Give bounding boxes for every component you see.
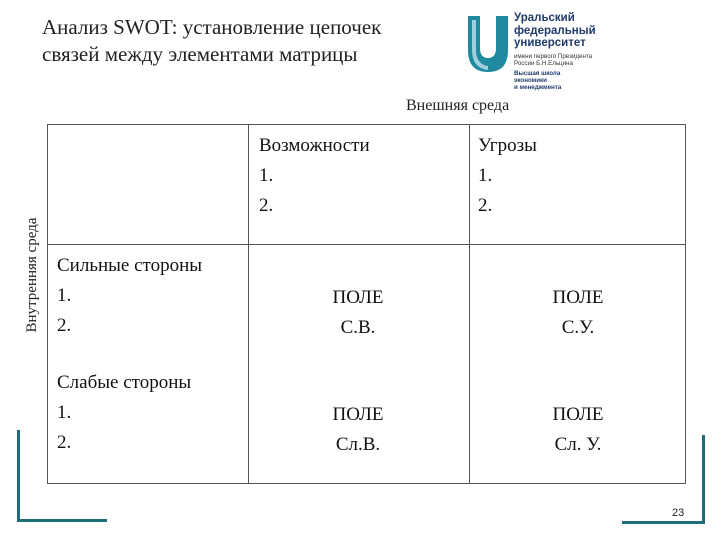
matrix-divider-v1	[248, 125, 249, 483]
field-slv	[308, 400, 408, 460]
field-slu-line1: ПОЛЕ	[552, 404, 604, 425]
urfu-logo-icon	[466, 14, 510, 76]
decor-bracket-right-bottom	[622, 521, 705, 524]
logo-name-line2: федеральный	[514, 24, 596, 37]
opportunities-item-1: 1.	[259, 165, 274, 186]
logo-name-line3: университет	[514, 37, 586, 49]
field-slu	[528, 400, 628, 460]
weaknesses-cell	[57, 368, 191, 458]
opportunities-title: Возможности	[259, 135, 370, 156]
threats-cell	[478, 131, 537, 221]
threats-title: Угрозы	[478, 135, 537, 156]
decor-bracket-right	[702, 435, 705, 524]
strengths-cell	[57, 251, 202, 341]
field-sv-line2: С.В.	[340, 317, 376, 338]
strengths-title: Сильные стороны	[57, 255, 203, 276]
external-environment-label: Внешняя среда	[406, 97, 510, 114]
field-sv-line1: ПОЛЕ	[332, 287, 384, 308]
field-su-line1: ПОЛЕ	[552, 287, 604, 308]
university-logo	[466, 12, 626, 102]
decor-bracket-bottom	[17, 519, 107, 522]
slide-number: 23	[672, 507, 685, 519]
logo-sub-line2: России Б.Н.Ельцина	[514, 59, 573, 67]
internal-environment-label: Внутренняя среда	[24, 217, 40, 333]
weaknesses-item-1: 1.	[57, 402, 72, 423]
strengths-item-2: 2.	[57, 315, 72, 336]
strengths-item-1: 1.	[57, 285, 72, 306]
threats-item-1: 1.	[478, 165, 493, 186]
weaknesses-title: Слабые стороны	[57, 372, 192, 393]
logo-sub-line1: имени первого Президента	[514, 52, 593, 60]
slide-title-line1: Анализ SWOT: установление цепочек	[42, 15, 382, 39]
field-su-line2: С.У.	[561, 317, 595, 338]
matrix-divider-h1	[48, 244, 685, 245]
field-su	[528, 283, 628, 343]
decor-bracket-left	[17, 430, 20, 522]
opportunities-item-2: 2.	[259, 195, 274, 216]
logo-school-line3: и менеджмента	[514, 83, 562, 91]
field-slu-line2: Сл. У.	[554, 434, 602, 455]
slide-title	[42, 14, 462, 68]
slide-title-line2: связей между элементами матрицы	[42, 42, 358, 66]
weaknesses-item-2: 2.	[57, 432, 72, 453]
field-slv-line1: ПОЛЕ	[332, 404, 384, 425]
logo-school-line1: Высшая школа	[514, 69, 561, 77]
opportunities-cell	[259, 131, 370, 221]
logo-text	[514, 12, 626, 91]
field-slv-line2: Сл.В.	[335, 434, 381, 455]
threats-item-2: 2.	[478, 195, 493, 216]
logo-name-line1: Уральский	[514, 12, 575, 24]
matrix-divider-v2	[469, 125, 470, 483]
field-sv	[308, 283, 408, 343]
logo-school-line2: экономики	[514, 76, 547, 84]
swot-matrix	[47, 124, 686, 484]
